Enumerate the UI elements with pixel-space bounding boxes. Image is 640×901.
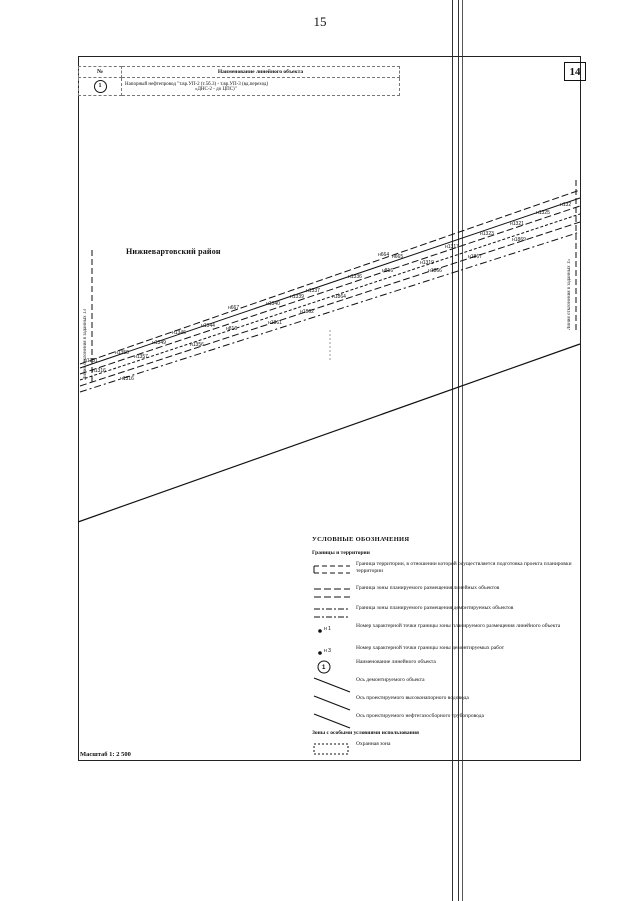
svg-text:н665: н665 (392, 254, 404, 260)
sheet-number: 14 (564, 62, 586, 81)
svg-text:н1317: н1317 (445, 244, 459, 250)
legend-item: н 3 Номер характерной точки границы зоны демонтируемых работ (310, 644, 580, 662)
svg-text:1: 1 (322, 665, 326, 671)
svg-text:н1862: н1862 (300, 309, 314, 315)
svg-text:н1323: н1323 (480, 231, 494, 237)
svg-text:н667: н667 (228, 305, 240, 311)
legend-section-borders: Границы и территории (312, 550, 370, 556)
svg-text:н816: н816 (226, 326, 238, 332)
boundary-label-left: Линия отклонения в заданных 13 (83, 309, 88, 380)
oil-axis-icon (312, 712, 352, 730)
svg-text:н1869: н1869 (512, 237, 526, 243)
legend-item: н 1 Номер характерной точки границы зоны планируемого размещения линейного объекта (310, 622, 580, 640)
svg-text:н1861: н1861 (268, 320, 282, 326)
demolition-axis-icon (312, 676, 352, 694)
legend-item: Ось проектируемого нефтегазосборного трубопровода (310, 712, 580, 730)
boundary-dash-icon (312, 560, 352, 578)
legend-item: Граница зоны планируемого размещения демонтируемых объектов (310, 604, 580, 622)
svg-text:н1866: н1866 (428, 268, 442, 274)
demolition-zone-icon (312, 604, 352, 622)
axis-line (78, 344, 580, 522)
legend-item: Ось проектируемого высоконапорного водовода (310, 694, 580, 712)
point-label: н1351 (84, 358, 98, 364)
boundary-line (80, 206, 580, 374)
svg-text:н1339: н1339 (290, 294, 304, 300)
svg-text:н1325: н1325 (536, 210, 550, 216)
svg-text:н1340: н1340 (266, 301, 280, 307)
boundary-line (80, 190, 580, 364)
boundary-label-right: Линия отклонения в заданных 15 (567, 259, 572, 330)
legend-title: УСЛОВНЫЕ ОБОЗНАЧЕНИЯ (312, 536, 410, 543)
zone-dash-icon (312, 584, 352, 602)
svg-text:н1346: н1346 (172, 330, 186, 336)
col-num-header: № (79, 67, 122, 78)
svg-text:н1350: н1350 (115, 350, 129, 356)
svg-text:н664: н664 (378, 252, 390, 258)
water-axis-icon (312, 694, 352, 712)
svg-text:н1349: н1349 (152, 340, 166, 346)
object-name-line-2: «ДНС-2 - до ЦПС)" (195, 86, 237, 92)
legend-item: Граница территории, в отношении которой осуществляется подготовка проекта планировки территории (310, 560, 580, 578)
svg-text:н1867: н1867 (468, 254, 482, 260)
svg-text:н1319: н1319 (420, 260, 434, 266)
object-name-circle-icon (312, 658, 352, 676)
svg-text:н1321: н1321 (510, 221, 524, 227)
legend-item: Граница зоны планируемого размещения линейных объектов (310, 584, 580, 602)
svg-text:н1356: н1356 (190, 342, 204, 348)
svg-text:н1864: н1864 (332, 294, 346, 300)
legend-section-zones: Зоны с особыми условиями использования (312, 730, 419, 736)
boundary-line (80, 232, 580, 392)
svg-text:н1316: н1316 (92, 368, 106, 374)
svg-text:н1357: н1357 (134, 354, 148, 360)
svg-text:н132: н132 (560, 202, 572, 208)
object-name-line-1: Напорный нефтепровод "т.вр.УП-2 (т.5б.3) - т.вр.УП-3 (вд.переход) (125, 81, 269, 87)
legend (310, 536, 580, 761)
protection-zone-icon (312, 740, 352, 758)
page-number: 15 (313, 14, 327, 29)
svg-text:н1336: н1336 (348, 274, 362, 280)
svg-text:н1337: н1337 (306, 288, 320, 294)
scale-label: Масштаб 1: 2 500 (80, 751, 131, 758)
svg-text:н 1: н 1 (324, 626, 331, 632)
point-dot-icon (312, 622, 352, 640)
svg-text:н1344: н1344 (201, 323, 215, 329)
svg-text:н 3: н 3 (324, 648, 331, 654)
svg-text:н1316: н1316 (120, 376, 134, 382)
svg-text:н816: н816 (382, 268, 394, 274)
col-name-header: Наименование линейного объекта (122, 67, 400, 78)
legend-item: Охранная зона (310, 740, 580, 758)
district-label: Нижневартовский район (126, 247, 221, 256)
legend-item: Ось демонтируемого объекта (310, 676, 580, 694)
object-marker-icon: 1 (94, 80, 107, 93)
legend-item: 1 Наименование линейного объекта (310, 658, 580, 676)
